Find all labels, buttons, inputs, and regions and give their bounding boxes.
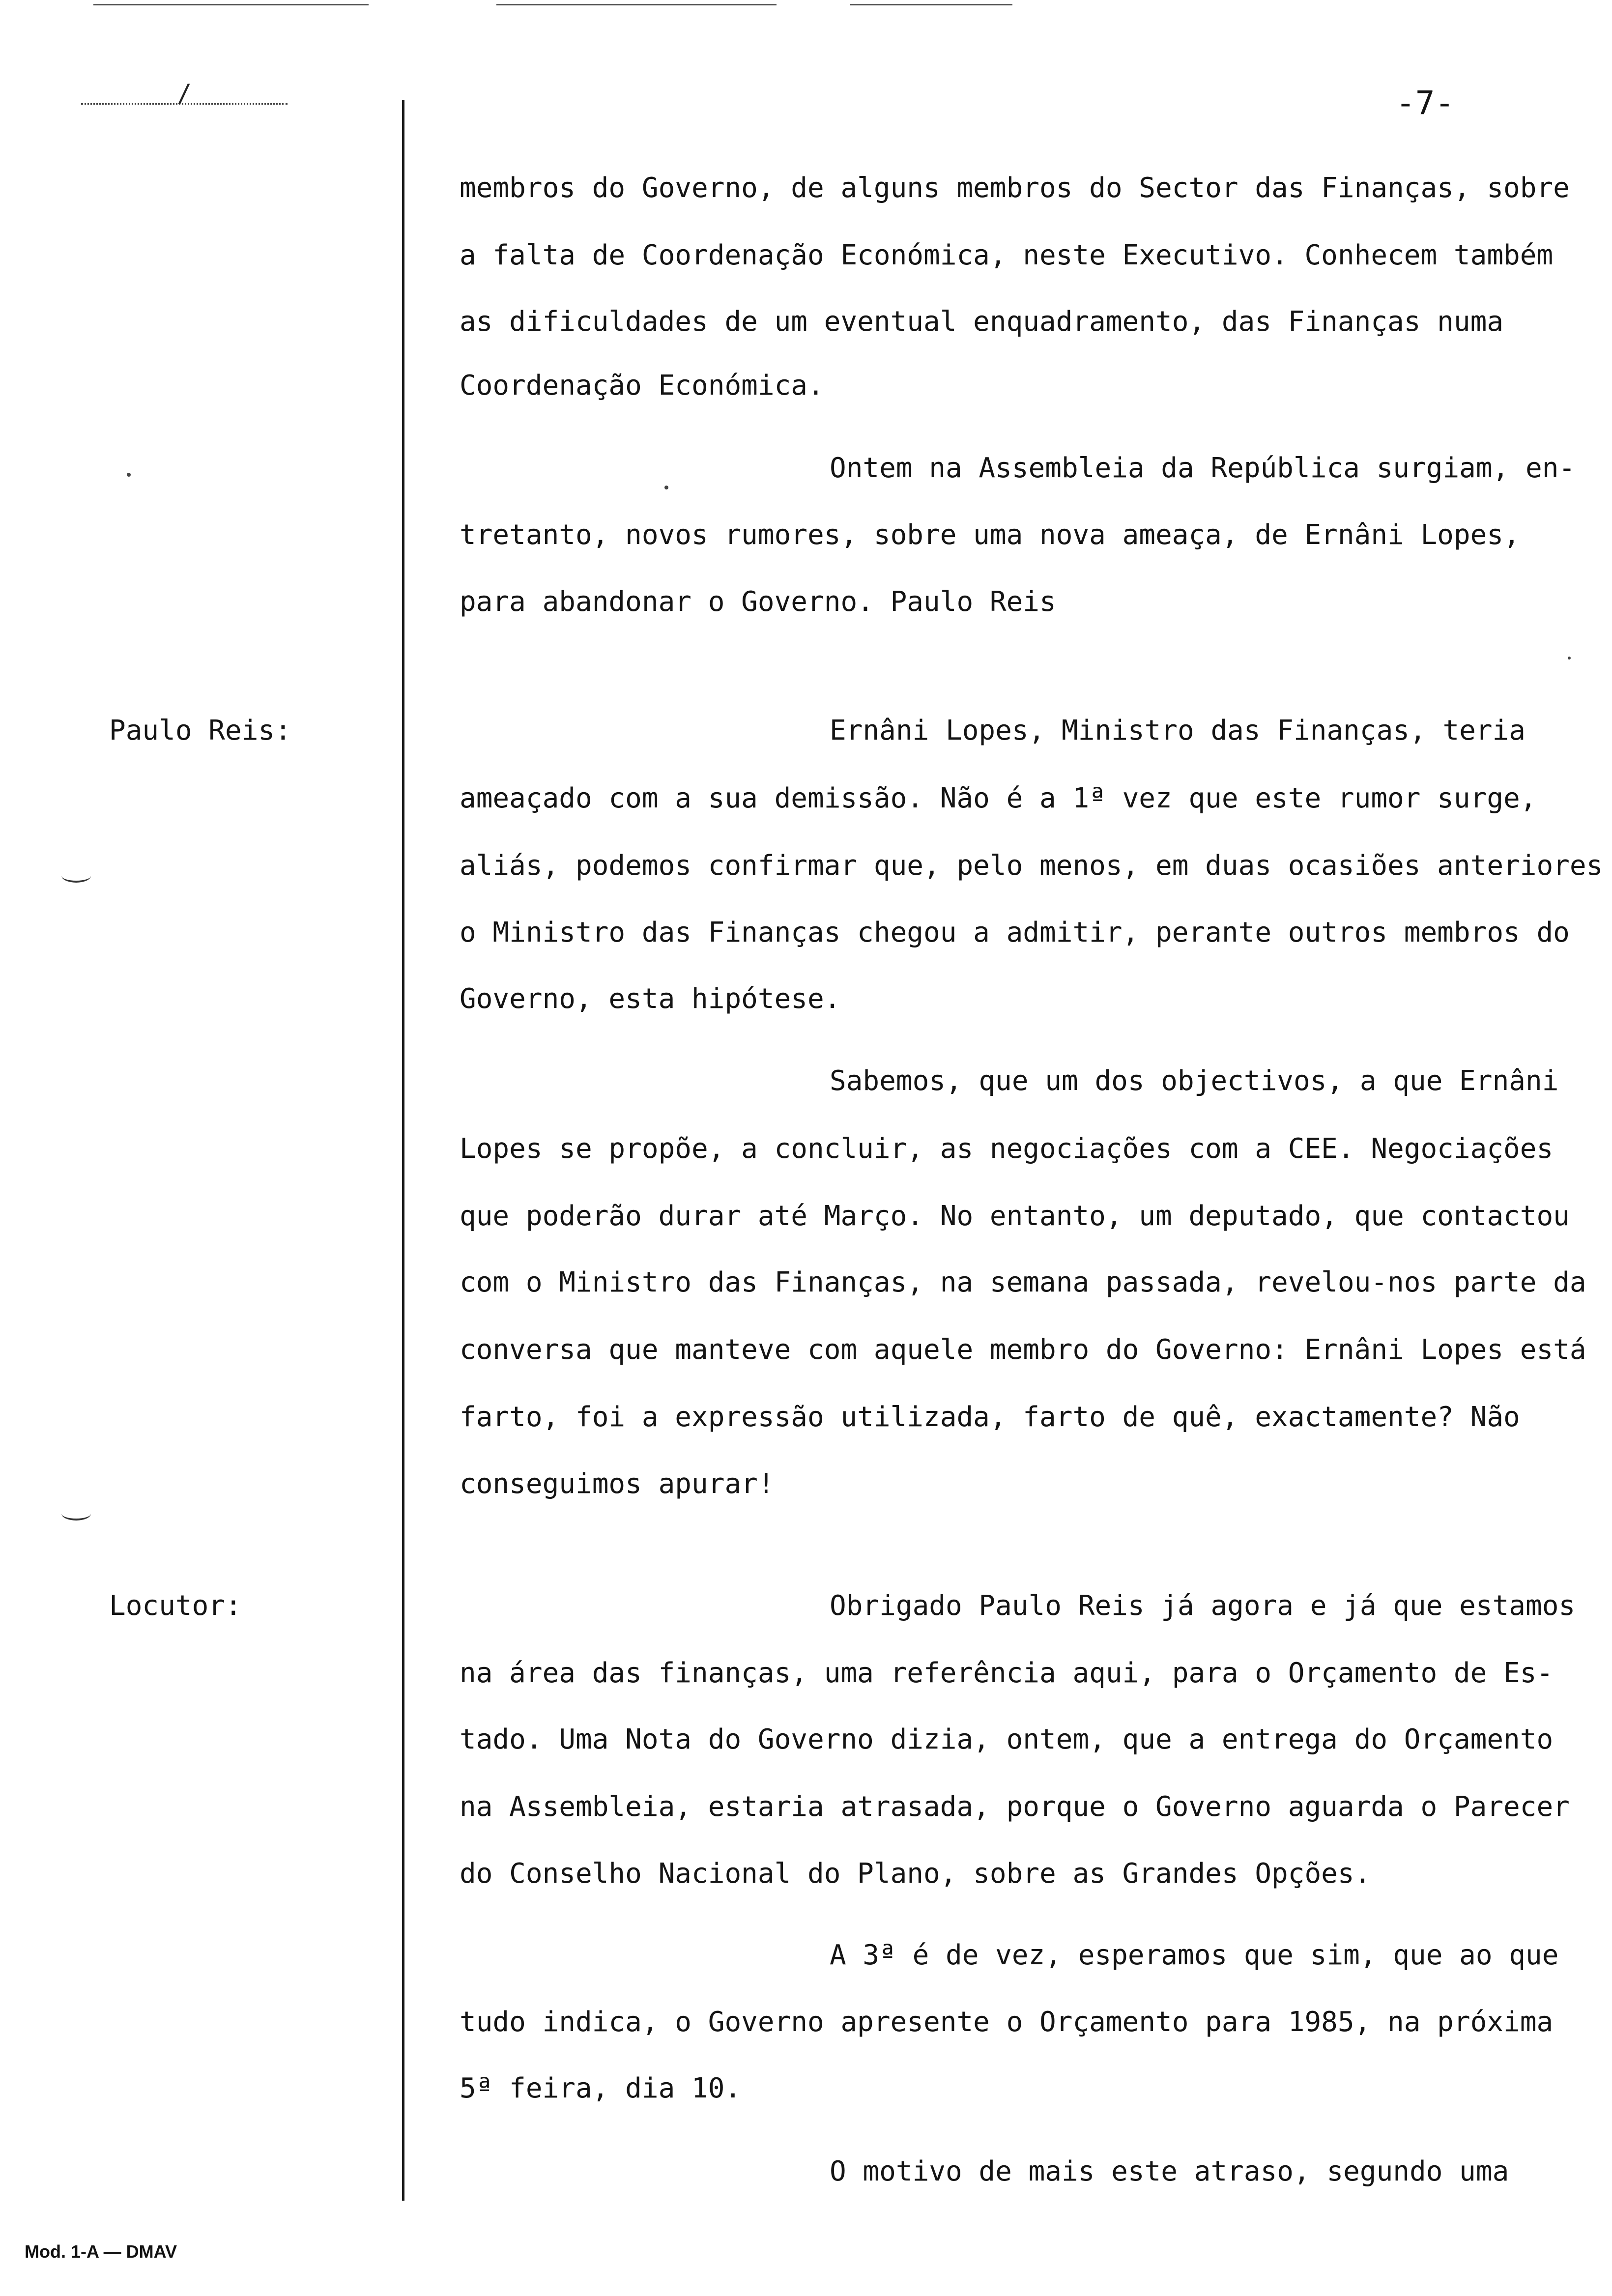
- transcript-line: aliás, podemos confirmar que, pelo menos, em duas ocasiões anteriores: [460, 850, 1603, 882]
- transcript-line: as dificuldades de um eventual enquadramento, das Finanças numa: [460, 306, 1504, 338]
- margin-tick-mark: [61, 1507, 91, 1521]
- transcript-line: Ontem na Assembleia da República surgiam, en-: [830, 452, 1576, 484]
- transcript-line: Governo, esta hipótese.: [460, 983, 841, 1015]
- transcript-line: o Ministro das Finanças chegou a admitir, perante outros membros do: [460, 917, 1570, 948]
- top-rule-right: [850, 4, 1012, 5]
- form-code-footer: Mod. 1-A — DMAV: [25, 2241, 177, 2262]
- transcript-line: farto, foi a expressão utilizada, farto de quê, exactamente? Não: [460, 1401, 1520, 1433]
- top-rule-left: [93, 4, 369, 5]
- transcript-line: membros do Governo, de alguns membros do Sector das Finanças, sobre: [460, 172, 1570, 204]
- transcript-line: conversa que manteve com aquele membro do Governo: Ernâni Lopes está: [460, 1334, 1586, 1366]
- top-rule-middle: [496, 4, 777, 5]
- transcript-line: conseguimos apurar!: [460, 1468, 775, 1500]
- transcript-line: Obrigado Paulo Reis já agora e já que estamos: [830, 1590, 1576, 1622]
- transcript-line: Ernâni Lopes, Ministro das Finanças, teria: [830, 715, 1526, 746]
- transcript-line: Lopes se propõe, a concluir, as negociações com a CEE. Negociações: [460, 1133, 1554, 1165]
- folio-mark: /: [81, 84, 288, 105]
- transcript-line: Coordenação Económica.: [460, 370, 824, 402]
- transcript-line: ameaçado com a sua demissão. Não é a 1ª vez que este rumor surge,: [460, 782, 1537, 814]
- transcript-line: tretanto, novos rumores, sobre uma nova ameaça, de Ernâni Lopes,: [460, 519, 1520, 551]
- transcript-line: para abandonar o Governo. Paulo Reis: [460, 586, 1056, 618]
- margin-divider: [402, 100, 404, 2201]
- transcript-line: 5ª feira, dia 10.: [460, 2072, 742, 2104]
- transcript-line: com o Ministro das Finanças, na semana passada, revelou-nos parte da: [460, 1266, 1586, 1298]
- speaker-label-paulo-reis: Paulo Reis:: [109, 715, 291, 746]
- scan-speck: [127, 473, 131, 477]
- margin-tick-mark: [61, 869, 91, 883]
- transcript-line: tado. Uma Nota do Governo dizia, ontem, que a entrega do Orçamento: [460, 1723, 1554, 1755]
- scan-speck: [664, 486, 668, 489]
- transcript-line: que poderão durar até Março. No entanto, um deputado, que contactou: [460, 1200, 1570, 1232]
- page-number: -7-: [1396, 84, 1455, 122]
- transcript-line: a falta de Coordenação Económica, neste Executivo. Conhecem também: [460, 239, 1554, 271]
- transcript-line: A 3ª é de vez, esperamos que sim, que ao que: [830, 1939, 1559, 1971]
- transcript-line: O motivo de mais este atraso, segundo uma: [830, 2155, 1509, 2187]
- scan-speck: [1568, 657, 1571, 660]
- transcript-line: Sabemos, que um dos objectivos, a que Ernâni: [830, 1065, 1559, 1097]
- transcript-line: na Assembleia, estaria atrasada, porque o Governo aguarda o Parecer: [460, 1791, 1570, 1823]
- transcript-line: do Conselho Nacional do Plano, sobre as Grandes Opções.: [460, 1858, 1371, 1890]
- speaker-label-locutor: Locutor:: [109, 1590, 242, 1622]
- transcript-line: na área das finanças, uma referência aqui, para o Orçamento de Es-: [460, 1657, 1554, 1689]
- transcript-line: tudo indica, o Governo apresente o Orçamento para 1985, na próxima: [460, 2006, 1554, 2038]
